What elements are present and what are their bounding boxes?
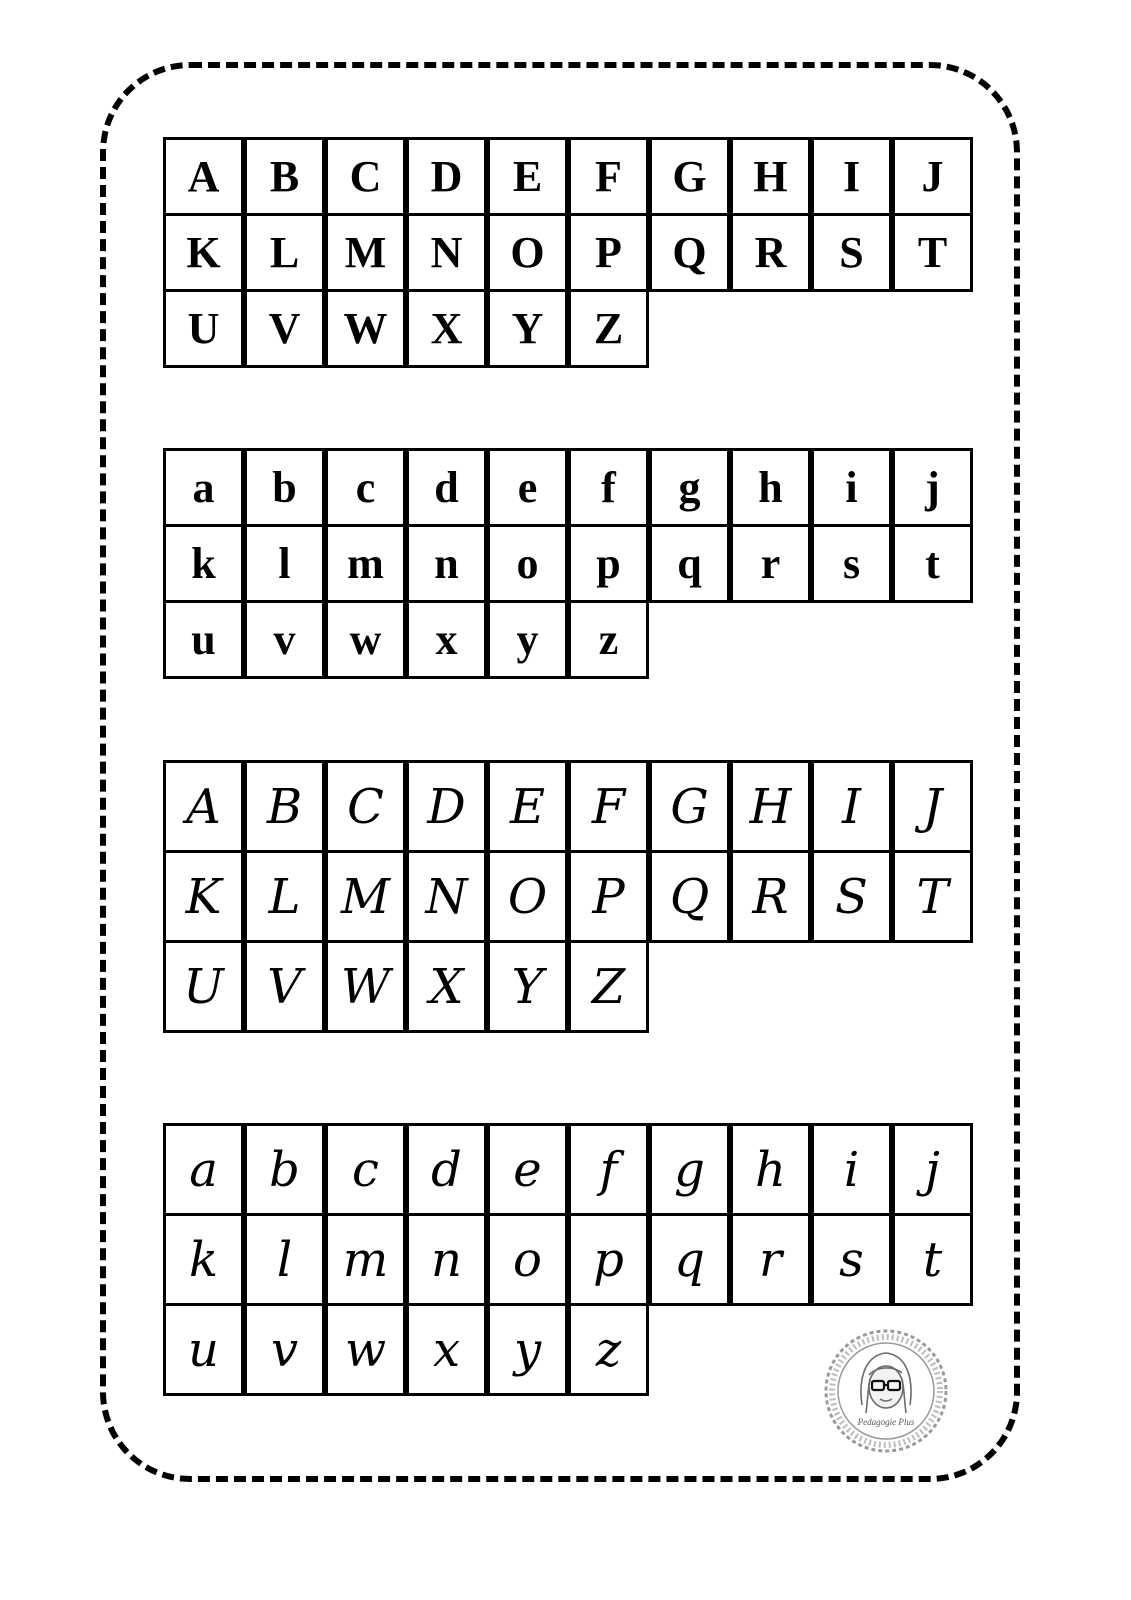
letter-cell: k — [163, 524, 244, 603]
letter-cell: o — [487, 1213, 568, 1306]
letter-cell: u — [163, 1303, 244, 1396]
letter-cell: G — [649, 137, 730, 216]
letter-cell: y — [487, 600, 568, 679]
letter-cell: s — [811, 524, 892, 603]
letter-cell: A — [163, 137, 244, 216]
letter-cell: X — [406, 940, 487, 1033]
letter-cell: V — [244, 940, 325, 1033]
letter-cell: M — [325, 850, 406, 943]
letter-cell: A — [163, 760, 244, 853]
letter-cell: i — [811, 1123, 892, 1216]
letter-cell: F — [568, 137, 649, 216]
letter-cell: p — [568, 1213, 649, 1306]
letter-cell: k — [163, 1213, 244, 1306]
letter-cell: f — [568, 448, 649, 527]
letter-cell: o — [487, 524, 568, 603]
letter-cell: l — [244, 1213, 325, 1306]
letter-cell: g — [649, 1123, 730, 1216]
letter-cell: N — [406, 213, 487, 292]
letter-cell: b — [244, 448, 325, 527]
letter-cell: J — [892, 137, 973, 216]
letter-cell: n — [406, 1213, 487, 1306]
letter-cell: C — [325, 137, 406, 216]
letter-cell: I — [811, 137, 892, 216]
letter-cell: G — [649, 760, 730, 853]
letter-cell: r — [730, 1213, 811, 1306]
letter-cell: w — [325, 600, 406, 679]
letter-cell: C — [325, 760, 406, 853]
letter-cell: h — [730, 1123, 811, 1216]
letter-cell: c — [325, 1123, 406, 1216]
letter-cell: l — [244, 524, 325, 603]
letter-cell: s — [811, 1213, 892, 1306]
letter-cell: T — [892, 850, 973, 943]
letter-cell: a — [163, 448, 244, 527]
uppercase-cursive-alphabet — [163, 760, 973, 1030]
letter-cell: z — [568, 1303, 649, 1396]
letter-cell: B — [244, 137, 325, 216]
letter-cell: d — [406, 448, 487, 527]
letter-cell: L — [244, 850, 325, 943]
letter-cell: D — [406, 137, 487, 216]
letter-cell: j — [892, 448, 973, 527]
letter-cell: F — [568, 760, 649, 853]
lowercase-print-alphabet — [163, 448, 973, 676]
letter-cell: j — [892, 1123, 973, 1216]
letter-cell: J — [892, 760, 973, 853]
letter-cell: Q — [649, 213, 730, 292]
letter-cell: Z — [568, 289, 649, 368]
letter-cell: D — [406, 760, 487, 853]
letter-cell: h — [730, 448, 811, 527]
letter-cell: O — [487, 213, 568, 292]
letter-cell: W — [325, 289, 406, 368]
letter-cell: v — [244, 600, 325, 679]
letter-cell: r — [730, 524, 811, 603]
letter-cell: v — [244, 1303, 325, 1396]
letter-cell: x — [406, 1303, 487, 1396]
logo-text: Pedagogie Plus — [857, 1417, 915, 1427]
letter-cell: P — [568, 213, 649, 292]
letter-cell: L — [244, 213, 325, 292]
letter-cell: U — [163, 289, 244, 368]
letter-cell: e — [487, 1123, 568, 1216]
letter-cell: t — [892, 1213, 973, 1306]
letter-cell: B — [244, 760, 325, 853]
uppercase-print-alphabet — [163, 137, 973, 365]
letter-cell: S — [811, 850, 892, 943]
letter-cell: S — [811, 213, 892, 292]
letter-cell: Y — [487, 289, 568, 368]
letter-cell: Q — [649, 850, 730, 943]
letter-cell: g — [649, 448, 730, 527]
letter-cell: x — [406, 600, 487, 679]
avatar-girl-glasses-stamp-icon — [822, 1327, 950, 1455]
letter-cell: N — [406, 850, 487, 943]
letter-cell: e — [487, 448, 568, 527]
letter-cell: a — [163, 1123, 244, 1216]
letter-cell: i — [811, 448, 892, 527]
letter-cell: K — [163, 213, 244, 292]
letter-cell: y — [487, 1303, 568, 1396]
letter-cell: p — [568, 524, 649, 603]
letter-cell: M — [325, 213, 406, 292]
letter-cell: q — [649, 524, 730, 603]
letter-cell: n — [406, 524, 487, 603]
letter-cell: f — [568, 1123, 649, 1216]
letter-cell: b — [244, 1123, 325, 1216]
letter-cell: R — [730, 213, 811, 292]
letter-cell: T — [892, 213, 973, 292]
letter-cell: H — [730, 760, 811, 853]
letter-cell: O — [487, 850, 568, 943]
letter-cell: z — [568, 600, 649, 679]
letter-cell: c — [325, 448, 406, 527]
letter-cell: V — [244, 289, 325, 368]
letter-cell: E — [487, 760, 568, 853]
letter-cell: t — [892, 524, 973, 603]
letter-cell: U — [163, 940, 244, 1033]
letter-cell: R — [730, 850, 811, 943]
letter-cell: X — [406, 289, 487, 368]
letter-cell: q — [649, 1213, 730, 1306]
letter-cell: P — [568, 850, 649, 943]
letter-cell: d — [406, 1123, 487, 1216]
letter-cell: W — [325, 940, 406, 1033]
letter-cell: E — [487, 137, 568, 216]
letter-cell: Z — [568, 940, 649, 1033]
letter-cell: u — [163, 600, 244, 679]
letter-cell: Y — [487, 940, 568, 1033]
letter-cell: H — [730, 137, 811, 216]
letter-cell: m — [325, 524, 406, 603]
letter-cell: I — [811, 760, 892, 853]
letter-cell: K — [163, 850, 244, 943]
letter-cell: w — [325, 1303, 406, 1396]
letter-cell: m — [325, 1213, 406, 1306]
